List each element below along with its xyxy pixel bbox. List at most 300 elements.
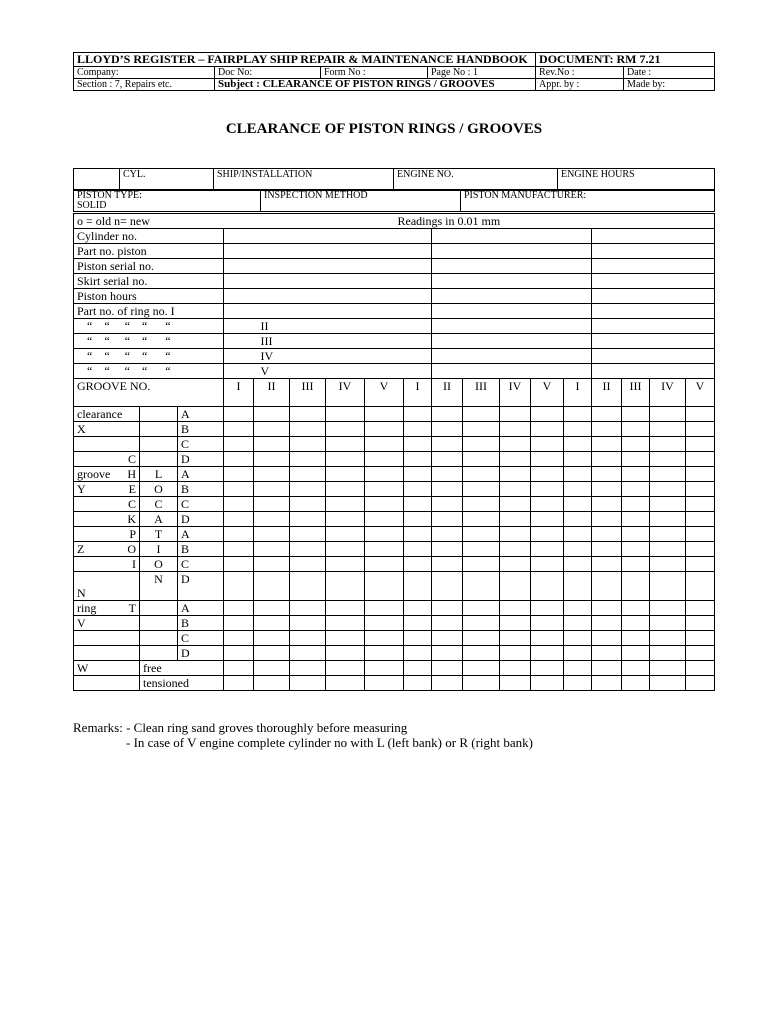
entry-cell — [592, 304, 715, 319]
entry-cell — [686, 437, 715, 452]
row-letter: A — [178, 527, 224, 542]
entry-cell — [365, 512, 404, 527]
row-label-col2: O — [140, 557, 178, 572]
entry-cell — [254, 437, 290, 452]
entry-cell — [365, 601, 404, 616]
entry-cell — [404, 407, 432, 422]
entry-cell — [224, 422, 254, 437]
entry-cell — [592, 557, 622, 572]
entry-cell — [622, 616, 650, 631]
entry-cell — [592, 646, 622, 661]
entry-cell — [404, 616, 432, 631]
entry-cell — [326, 557, 365, 572]
entry-cell — [326, 601, 365, 616]
entry-cell — [592, 542, 622, 557]
entry-cell — [365, 482, 404, 497]
row-letter: D — [178, 512, 224, 527]
entry-cell — [326, 572, 365, 601]
entry-cell — [500, 572, 531, 601]
groove-measure-row — [74, 467, 715, 482]
entry-cell — [290, 542, 326, 557]
row-label-text: Z — [77, 542, 85, 556]
entry-cell — [622, 557, 650, 572]
entry-cell — [432, 319, 592, 334]
remark-line-1: Remarks: - Clean ring sand groves thoroughly before measuring — [73, 720, 408, 735]
entry-cell — [224, 274, 432, 289]
entry-cell — [254, 527, 290, 542]
entry-cell — [463, 646, 500, 661]
entry-cell — [531, 497, 564, 512]
entry-cell — [463, 482, 500, 497]
entry-cell — [463, 542, 500, 557]
entry-cell — [650, 646, 686, 661]
entry-cell — [500, 661, 531, 676]
groove-number: III — [290, 379, 326, 407]
row-label-col2: L — [140, 467, 178, 482]
ditto-marks: “ “ “ “ “ — [87, 364, 171, 378]
row-label-col2 — [140, 616, 178, 631]
entry-cell — [326, 646, 365, 661]
entry-cell — [224, 646, 254, 661]
entry-cell — [224, 334, 432, 349]
entry-cell — [592, 527, 622, 542]
entry-cell — [531, 482, 564, 497]
groove-measure-row — [74, 631, 715, 646]
entry-cell — [404, 601, 432, 616]
entry-cell — [365, 661, 404, 676]
entry-cell — [500, 437, 531, 452]
entry-cell — [290, 557, 326, 572]
entry-cell — [290, 467, 326, 482]
entry-cell — [686, 452, 715, 467]
row-label-text: Y — [77, 482, 86, 496]
entry-cell — [592, 437, 622, 452]
entry-cell — [224, 676, 254, 691]
entry-cell — [622, 512, 650, 527]
entry-cell — [224, 557, 254, 572]
entry-cell — [432, 467, 463, 482]
groove-measure-row — [74, 601, 715, 616]
entry-cell — [365, 676, 404, 691]
row-label-col2: A — [140, 512, 178, 527]
entry-cell — [650, 437, 686, 452]
entry-cell — [564, 676, 592, 691]
entry-cell — [365, 527, 404, 542]
entry-cell — [531, 631, 564, 646]
entry-cell — [622, 676, 650, 691]
row-label-col1: P — [74, 527, 140, 542]
entry-cell — [592, 407, 622, 422]
handbook-title: LLOYD’S REGISTER – FAIRPLAY SHIP REPAIR & MAINTENANCE HANDBOOK — [74, 53, 536, 67]
entry-cell — [224, 229, 432, 244]
row-label-text: H — [127, 467, 136, 481]
groove-measure-row — [74, 572, 715, 601]
entry-cell — [404, 542, 432, 557]
groove-number: III — [463, 379, 500, 407]
entry-cell — [564, 497, 592, 512]
entry-cell — [432, 349, 592, 364]
page-no-field: Page No : 1 — [428, 67, 536, 79]
entry-cell — [463, 557, 500, 572]
groove-number: I — [564, 379, 592, 407]
row-label-col1 — [74, 542, 140, 557]
entry-cell — [686, 601, 715, 616]
entry-cell — [531, 512, 564, 527]
entry-cell — [531, 407, 564, 422]
row-label-col2 — [140, 422, 178, 437]
entry-cell — [326, 482, 365, 497]
entry-cell — [224, 467, 254, 482]
piston-manufacturer-field: PISTON MANUFACTURER: — [461, 191, 715, 212]
entry-cell — [290, 631, 326, 646]
entry-cell — [564, 422, 592, 437]
entry-cell — [224, 319, 432, 334]
entry-cell — [404, 422, 432, 437]
entry-cell — [564, 616, 592, 631]
piston-type-field — [74, 191, 261, 212]
entry-cell — [404, 467, 432, 482]
entry-cell — [224, 601, 254, 616]
entry-cell — [432, 527, 463, 542]
entry-cell — [432, 512, 463, 527]
entry-cell — [592, 452, 622, 467]
entry-cell — [224, 452, 254, 467]
piston-type-label: PISTON TYPE: — [77, 190, 142, 201]
entry-cell — [254, 661, 290, 676]
entry-cell — [365, 452, 404, 467]
ditto-row — [74, 364, 715, 379]
entry-cell — [500, 557, 531, 572]
entry-cell — [531, 572, 564, 601]
entry-cell — [592, 661, 622, 676]
entry-cell — [290, 601, 326, 616]
entry-cell — [432, 557, 463, 572]
row-label-col2: I — [140, 542, 178, 557]
entry-cell — [622, 601, 650, 616]
entry-cell — [650, 527, 686, 542]
entry-cell — [622, 572, 650, 601]
entry-cell — [290, 437, 326, 452]
entry-cell — [254, 422, 290, 437]
doc-no-field: Doc No: — [215, 67, 321, 79]
entry-cell — [622, 542, 650, 557]
entry-cell — [650, 497, 686, 512]
row-label: Piston hours — [74, 289, 224, 304]
entry-cell — [463, 661, 500, 676]
entry-cell — [686, 572, 715, 601]
groove-measure-row — [74, 557, 715, 572]
entry-cell — [564, 646, 592, 661]
entry-cell — [592, 274, 715, 289]
entry-cell — [564, 437, 592, 452]
entry-cell — [531, 527, 564, 542]
entry-cell — [531, 646, 564, 661]
entry-cell — [650, 482, 686, 497]
row-letter: B — [178, 482, 224, 497]
entry-cell — [365, 631, 404, 646]
entry-cell — [531, 437, 564, 452]
entry-cell — [500, 631, 531, 646]
rev-no-field: Rev.No : — [536, 67, 624, 79]
entry-cell — [531, 452, 564, 467]
entry-cell — [326, 616, 365, 631]
entry-cell — [650, 467, 686, 482]
row-label-col1 — [74, 467, 140, 482]
groove-number: IV — [650, 379, 686, 407]
row-label-col1 — [74, 601, 140, 616]
row-letter: A — [178, 601, 224, 616]
entry-cell — [463, 407, 500, 422]
entry-cell — [290, 497, 326, 512]
entry-cell — [326, 542, 365, 557]
entry-cell — [463, 437, 500, 452]
entry-cell — [622, 482, 650, 497]
entry-cell — [686, 557, 715, 572]
entry-cell — [686, 527, 715, 542]
entry-cell — [500, 482, 531, 497]
entry-cell — [500, 616, 531, 631]
entry-cell — [686, 646, 715, 661]
entry-cell — [650, 452, 686, 467]
entry-cell — [404, 661, 432, 676]
entry-cell — [290, 452, 326, 467]
entry-cell — [463, 467, 500, 482]
entry-cell — [432, 646, 463, 661]
entry-cell — [432, 259, 592, 274]
entry-cell — [500, 407, 531, 422]
entry-cell — [463, 631, 500, 646]
row-label-col1: I — [74, 557, 140, 572]
info-row — [74, 274, 715, 289]
entry-cell — [432, 497, 463, 512]
entry-cell — [432, 542, 463, 557]
entry-cell — [432, 229, 592, 244]
entry-cell — [224, 572, 254, 601]
row-label-text: T — [128, 601, 136, 615]
company-field: Company: — [74, 67, 215, 79]
entry-cell — [463, 512, 500, 527]
row-label-col1 — [74, 631, 140, 646]
entry-cell — [365, 557, 404, 572]
measurement-grid — [73, 213, 715, 691]
groove-measure-row — [74, 512, 715, 527]
entry-cell — [500, 452, 531, 467]
entry-cell — [650, 512, 686, 527]
groove-number: II — [592, 379, 622, 407]
entry-cell — [432, 631, 463, 646]
row-letter: B — [178, 422, 224, 437]
entry-cell — [650, 676, 686, 691]
entry-cell — [564, 467, 592, 482]
row-label-col1: clearance — [74, 407, 140, 422]
entry-cell — [224, 631, 254, 646]
entry-cell — [365, 437, 404, 452]
entry-cell — [432, 422, 463, 437]
groove-measure-row — [74, 407, 715, 422]
entry-cell — [531, 676, 564, 691]
entry-cell — [463, 422, 500, 437]
entry-cell — [404, 497, 432, 512]
entry-cell — [592, 229, 715, 244]
row-label: Piston serial no. — [74, 259, 224, 274]
entry-cell — [564, 527, 592, 542]
entry-cell — [650, 631, 686, 646]
row-letter: C — [178, 497, 224, 512]
entry-cell — [326, 512, 365, 527]
entry-cell — [432, 661, 463, 676]
entry-cell — [432, 437, 463, 452]
entry-cell — [254, 452, 290, 467]
entry-cell — [500, 676, 531, 691]
entry-cell — [564, 482, 592, 497]
groove-measure-row — [74, 452, 715, 467]
info-row — [74, 259, 715, 274]
entry-cell — [326, 497, 365, 512]
entry-cell — [564, 601, 592, 616]
form-no-field: Form No : — [321, 67, 428, 79]
entry-cell — [432, 676, 463, 691]
entry-cell — [326, 452, 365, 467]
entry-cell — [326, 527, 365, 542]
groove-measure-row — [74, 646, 715, 661]
entry-cell — [622, 661, 650, 676]
entry-cell — [622, 527, 650, 542]
groove-measure-row — [74, 482, 715, 497]
row-label-col2: O — [140, 482, 178, 497]
groove-number: IV — [326, 379, 365, 407]
info-row — [74, 289, 715, 304]
entry-cell — [404, 557, 432, 572]
entry-cell — [531, 616, 564, 631]
ditto-label: “ “ “ “ “ II — [74, 319, 224, 334]
entry-cell — [686, 497, 715, 512]
row-letter: B — [178, 616, 224, 631]
row-label: Skirt serial no. — [74, 274, 224, 289]
entry-cell — [686, 542, 715, 557]
entry-cell — [290, 646, 326, 661]
info-row — [74, 244, 715, 259]
entry-cell — [404, 527, 432, 542]
entry-cell — [365, 572, 404, 601]
entry-cell — [326, 661, 365, 676]
entry-cell — [564, 572, 592, 601]
entry-cell — [290, 572, 326, 601]
entry-cell — [592, 631, 622, 646]
entry-cell — [622, 452, 650, 467]
entry-cell — [326, 437, 365, 452]
row-letter: C — [178, 557, 224, 572]
cyl-field: CYL. — [120, 169, 214, 190]
entry-cell — [622, 631, 650, 646]
row-letter: B — [178, 542, 224, 557]
entry-cell — [650, 422, 686, 437]
groove-measure-row — [74, 422, 715, 437]
entry-cell — [224, 482, 254, 497]
entry-cell — [224, 527, 254, 542]
engine-hours-field: ENGINE HOURS — [558, 169, 715, 190]
entry-cell — [432, 244, 592, 259]
row-label-col1: N — [74, 572, 140, 601]
entry-cell — [650, 557, 686, 572]
entry-cell — [365, 646, 404, 661]
entry-cell — [500, 527, 531, 542]
entry-cell — [224, 259, 432, 274]
row-label-col2 — [140, 452, 178, 467]
ditto-label: “ “ “ “ “ V — [74, 364, 224, 379]
entry-cell — [564, 407, 592, 422]
ditto-marks: “ “ “ “ “ — [87, 349, 171, 363]
entry-cell — [686, 631, 715, 646]
groove-measure-row — [74, 542, 715, 557]
row-letter: D — [178, 452, 224, 467]
entry-cell — [326, 631, 365, 646]
entry-cell — [564, 512, 592, 527]
groove-number: V — [531, 379, 564, 407]
entry-cell — [224, 616, 254, 631]
entry-cell — [432, 601, 463, 616]
row-label-text: groove — [77, 467, 111, 481]
groove-measure-row — [74, 497, 715, 512]
entry-cell — [254, 497, 290, 512]
info-row — [74, 229, 715, 244]
entry-cell — [500, 497, 531, 512]
entry-cell — [686, 467, 715, 482]
entry-cell — [531, 557, 564, 572]
made-by-field: Made by: — [624, 79, 715, 91]
entry-cell — [592, 244, 715, 259]
ditto-label: “ “ “ “ “ III — [74, 334, 224, 349]
piston-info-row — [73, 190, 715, 212]
entry-cell — [592, 259, 715, 274]
row-label-col2: N — [140, 572, 178, 601]
entry-cell — [404, 437, 432, 452]
groove-measure-row — [74, 527, 715, 542]
entry-cell — [650, 542, 686, 557]
entry-cell — [564, 452, 592, 467]
entry-cell — [254, 542, 290, 557]
groove-number: II — [432, 379, 463, 407]
groove-number: V — [365, 379, 404, 407]
entry-cell — [224, 512, 254, 527]
entry-cell — [326, 467, 365, 482]
row-label-col2 — [140, 631, 178, 646]
row-letter: C — [178, 437, 224, 452]
blank-cell — [74, 169, 120, 190]
entry-cell — [290, 616, 326, 631]
entry-cell — [432, 452, 463, 467]
row-label-text: E — [128, 482, 136, 496]
entry-cell — [254, 467, 290, 482]
entry-cell — [404, 646, 432, 661]
section-field: Section : 7, Repairs etc. — [74, 79, 215, 91]
entry-cell — [463, 601, 500, 616]
row-letter: A — [178, 407, 224, 422]
groove-measure-row — [74, 616, 715, 631]
info-row — [74, 304, 715, 319]
row-letter: D — [178, 646, 224, 661]
entry-cell — [224, 497, 254, 512]
entry-cell — [564, 542, 592, 557]
groove-number-row — [74, 379, 715, 407]
entry-cell — [224, 304, 432, 319]
groove-number: IV — [500, 379, 531, 407]
row-label-col1 — [74, 646, 140, 661]
entry-cell — [432, 616, 463, 631]
engine-info-row — [73, 168, 715, 190]
entry-cell — [500, 601, 531, 616]
old-new-legend: o = old n= new — [77, 214, 150, 228]
entry-cell — [622, 646, 650, 661]
